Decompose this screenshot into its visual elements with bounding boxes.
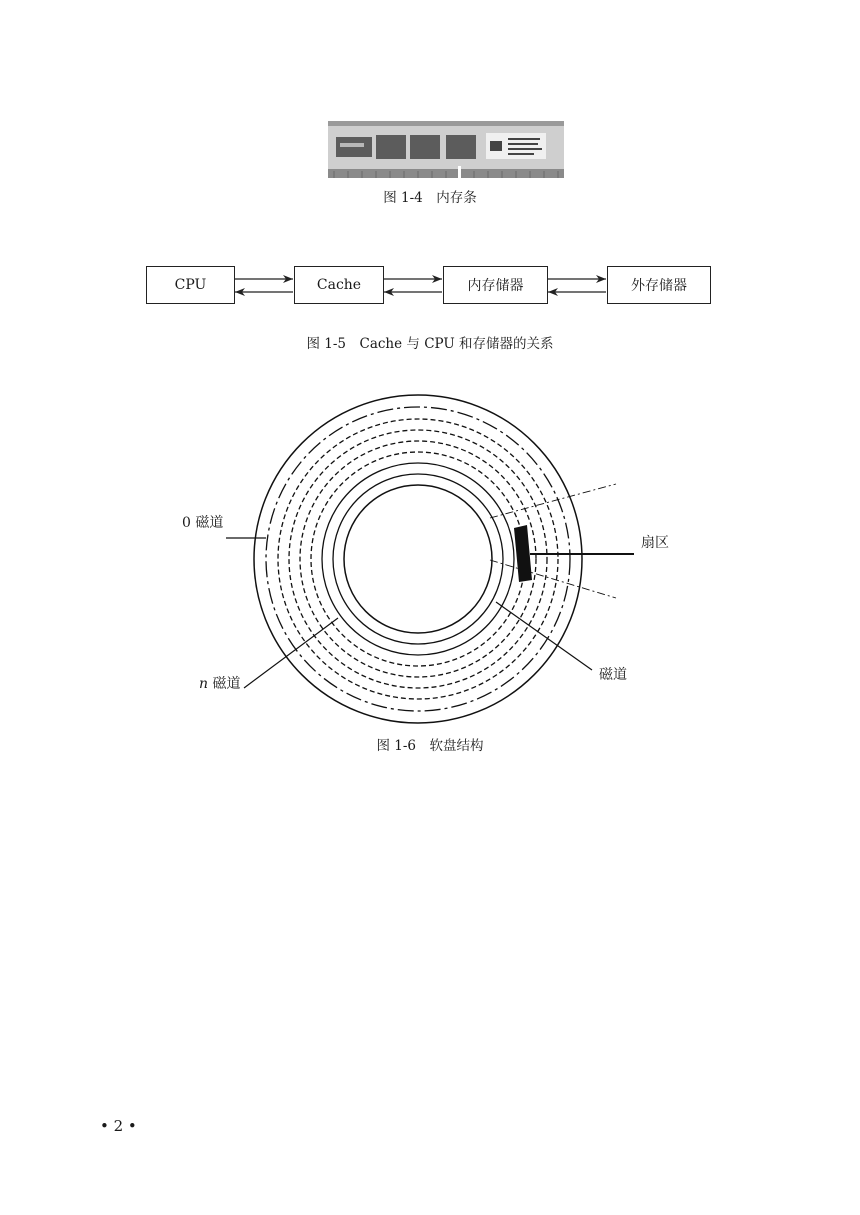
track-dashed <box>278 419 558 699</box>
cpu-box: CPU <box>146 266 235 304</box>
track-dashed <box>300 441 536 677</box>
label-track-n: n 磁道 <box>199 676 241 692</box>
label-track-0: 0 磁道 <box>182 515 224 531</box>
label-track: 磁道 <box>599 667 627 683</box>
figure-1-6-caption: 图 1-6 软盘结构 <box>376 738 484 754</box>
disk-outer-edge <box>254 395 582 723</box>
track-inner <box>333 474 503 644</box>
cache-box: Cache <box>294 266 384 304</box>
leader-trackn <box>244 618 338 688</box>
flow-arrows <box>0 260 860 310</box>
track-dashed <box>289 430 547 688</box>
label-sector: 扇区 <box>641 535 669 551</box>
page-number: • 2 • <box>100 1117 137 1135</box>
memory-stick-image <box>328 121 564 178</box>
disk-hole <box>344 485 492 633</box>
main-memory-box: 内存储器 <box>443 266 548 304</box>
leader-track <box>496 602 592 670</box>
figure-1-4-caption: 图 1-4 内存条 <box>383 190 477 206</box>
external-storage-box: 外存储器 <box>607 266 711 304</box>
sector-block <box>514 525 532 582</box>
track-dashed <box>311 452 525 666</box>
figure-1-5-caption: 图 1-5 Cache 与 CPU 和存储器的关系 <box>306 336 554 352</box>
floppy-disk-diagram <box>0 380 860 730</box>
track-n <box>322 463 514 655</box>
sector-boundary-upper <box>490 484 616 518</box>
sector-boundary-lower <box>490 560 616 598</box>
